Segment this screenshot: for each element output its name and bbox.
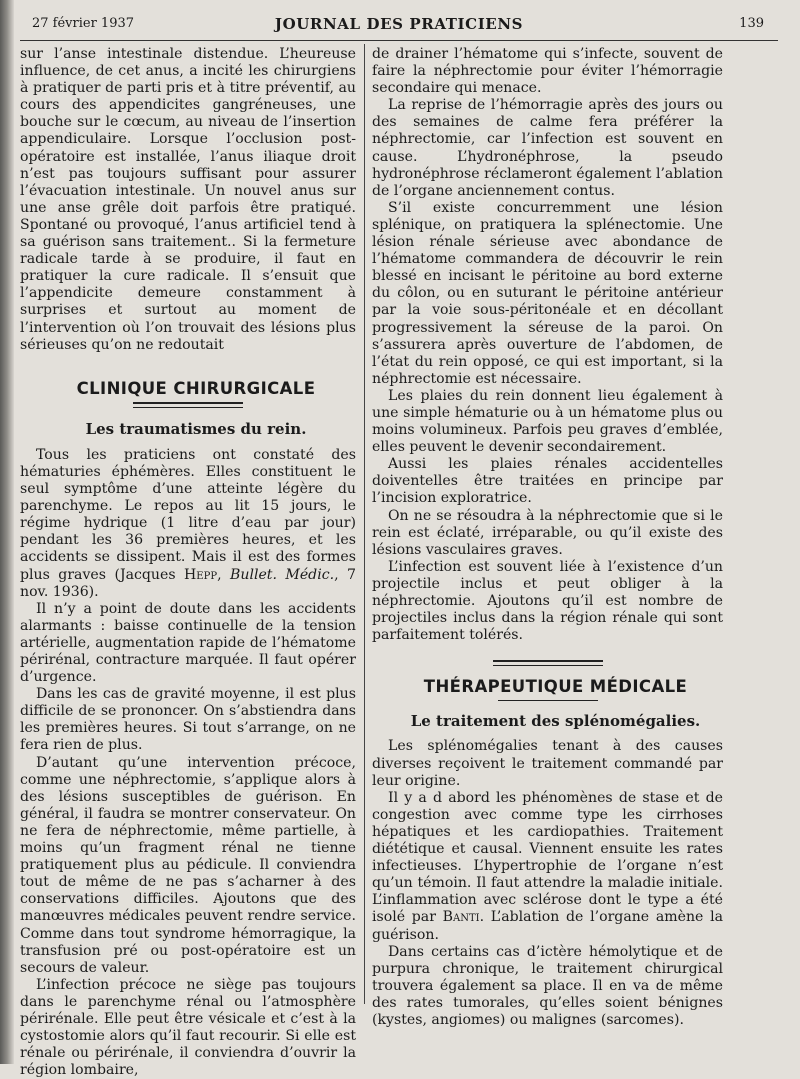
- column-divider: [364, 44, 365, 1004]
- paragraph: Il n’y a point de doute dans les accidents alarmants : baisse continuelle de la tension artérielle, augmentation rapide de l’hématome périrénal, contracture marquée. Il faut opérer d’urgence.: [20, 600, 356, 686]
- paragraph: D’autant qu’une intervention précoce, comme une néphrectomie, s’applique alors à des lésions susceptibles de guérison. En général, il faudra se montrer conservateur. On ne fera de néphrectomie, même partielle, à moins qu’un fragment rénal ne tienne pratiquement plus au pédicule. Il conviendra tout de même de ne pas s’acharner à des conservations difficiles. Ajoutons que des manœuvres médicales peuvent rendre service. Comme dans tout syndrome hémorragique, la transfusion pré ou post-opératoire est un secours de valeur.: [20, 754, 356, 976]
- paragraph: Dans certains cas d’ictère hémolytique et de purpura chronique, le traitement chirurgical trouvera également sa place. Il en va de même des rates tumorales, qu’elles soient bénignes (kystes, angiomes) ou malignes (sarcomes).: [372, 943, 723, 1028]
- author-name: Banti: [442, 909, 480, 926]
- paragraph: Tous les praticiens ont constaté des hématuries éphémères. Elles constituent le seul symptôme d’une atteinte légère du parenchyme. Le repos au lit 15 jours, le régime hydrique (1 litre d’eau par jour) pendant les 36 premières heures, et les accidents se dissipent. Mais il est des formes plus graves (Jacques Hepp, Bullet. Médic., 7 nov. 1936).: [20, 446, 356, 600]
- paragraph: S’il existe concurremment une lésion splénique, on pratiquera la splénectomie. Une lésion rénale sérieuse avec abondance de l’hématome commandera de découvrir le rein blessé en incisant le péritoine au bord externe du côlon, ou en suturant le péritoine antérieur par la voie sous-péritonéale et en décollant progressivement la séreuse de la paroi. On s’assurera après ouverture de l’abdomen, de l’état du rein opposé, ce qui est important, si la néphrectomie est nécessaire.: [372, 199, 723, 387]
- journal-title: JOURNAL DES PRATICIENS: [274, 15, 524, 33]
- running-header: [28, 14, 770, 36]
- issue-date: 27 février 1937: [32, 16, 135, 31]
- paragraph-continued: de drainer l’hématome qui s’infecte, souvent de faire la néphrectomie pour éviter l’hémorragie secondaire qui menace.: [372, 46, 723, 97]
- paragraph-continued: sur l’anse intestinale distendue. L’heureuse influence, de cet anus, a incité les chirurgiens à pratiquer de parti pris et à titre préventif, au cours des appendicites gangréneuses, une bouche sur le cœcum, au niveau de l’insertion appendiculaire. Lorsque l’occlusion post-opératoire est installée, l’anus iliaque droit n’est pas toujours suffisant pour assurer l’évacuation intestinale. Un nouvel anus sur une anse grêle doit parfois être pratiqué. Spontané ou provoqué, l’anus artificiel tend à sa guérison sans traitement.. Si la fermeture radicale tarde à se produire, il faut en pratiquer la cure radicale. Il s’ensuit que l’appendicite demeure constamment à surprises et surtout au moment de l’intervention où l’on trouvait des lésions plus sérieuses qu’on ne redoutait: [20, 46, 356, 353]
- article-title-rein: Les traumatismes du rein.: [85, 419, 307, 438]
- right-column: [372, 46, 723, 1028]
- paragraph: La reprise de l’hémorragie après des jours ou des semaines de calme fera préférer la néphrectomie, car l’infection est souvent en cause. L’hydronéphrose, la pseudo hydronéphrose réclameront également l’ablation de l’organe anciennement contus.: [372, 97, 723, 199]
- header-rule: [20, 40, 778, 41]
- left-column: [20, 46, 356, 1079]
- paragraph: L’infection est souvent liée à l’existence d’un projectile inclus et peut obliger à la néphrectomie. Ajoutons qu’il est nombre de projectiles inclus dans la région rénale qui sont parfaitement tolérés.: [372, 558, 723, 644]
- paragraph: Il y a d abord les phénomènes de stase et de congestion avec comme type les cirrhoses hépatiques et les cardiopathies. Traitement diététique et causal. Viennent ensuite les rates infectieuses. L’hypertrophie de l’organe n’est qu’un témoin. Il faut attendre la maladie initiale. L’inflammation avec sclérose dont le type a été isolé par Banti. L’ablation de l’organe amène la guérison.: [372, 789, 723, 943]
- author-name: Hepp: [184, 566, 218, 583]
- page-binding-shadow: [0, 0, 14, 1064]
- page-number: 139: [739, 16, 764, 31]
- paragraph: Les splénomégalies tenant à des causes diverses reçoivent le traitement commandé par leur origine.: [372, 738, 723, 789]
- article-title-splenomegalies: Le traitement des splénomégalies.: [410, 712, 701, 731]
- paragraph: L’infection précoce ne siège pas toujours dans le parenchyme rénal ou l’atmosphère périrénale. Elle peut être vésicale et c’est à la cystostomie alors qu’il faut recourir. Si elle est rénale ou périrénale, il conviendra d’ouvrir la région lombaire,: [20, 976, 356, 1079]
- paragraph: Dans les cas de gravité moyenne, il est plus difficile de se prononcer. On s’abstiendra dans les premières heures. Si tout s’arrange, on ne fera rien de plus.: [20, 686, 356, 754]
- paragraph: On ne se résoudra à la néphrectomie que si le rein est éclaté, irréparable, ou qu’il existe des lésions vasculaires graves.: [372, 507, 723, 558]
- reference-title: Bullet. Médic.: [230, 566, 335, 583]
- section-title-therapeutique: THÉRAPEUTIQUE MÉDICALE: [423, 677, 688, 697]
- paragraph: Les plaies du rein donnent lieu également à une simple hématurie ou à un hématome plus ou moins volumineux. Parfois peu graves d’emblée, elles peuvent le devenir secondairement.: [372, 387, 723, 456]
- paragraph: Aussi les plaies rénales accidentelles doiventelles être traitées en principe par l’incision exploratrice.: [372, 456, 723, 507]
- section-title-clinique: CLINIQUE CHIRURGICALE: [76, 378, 316, 398]
